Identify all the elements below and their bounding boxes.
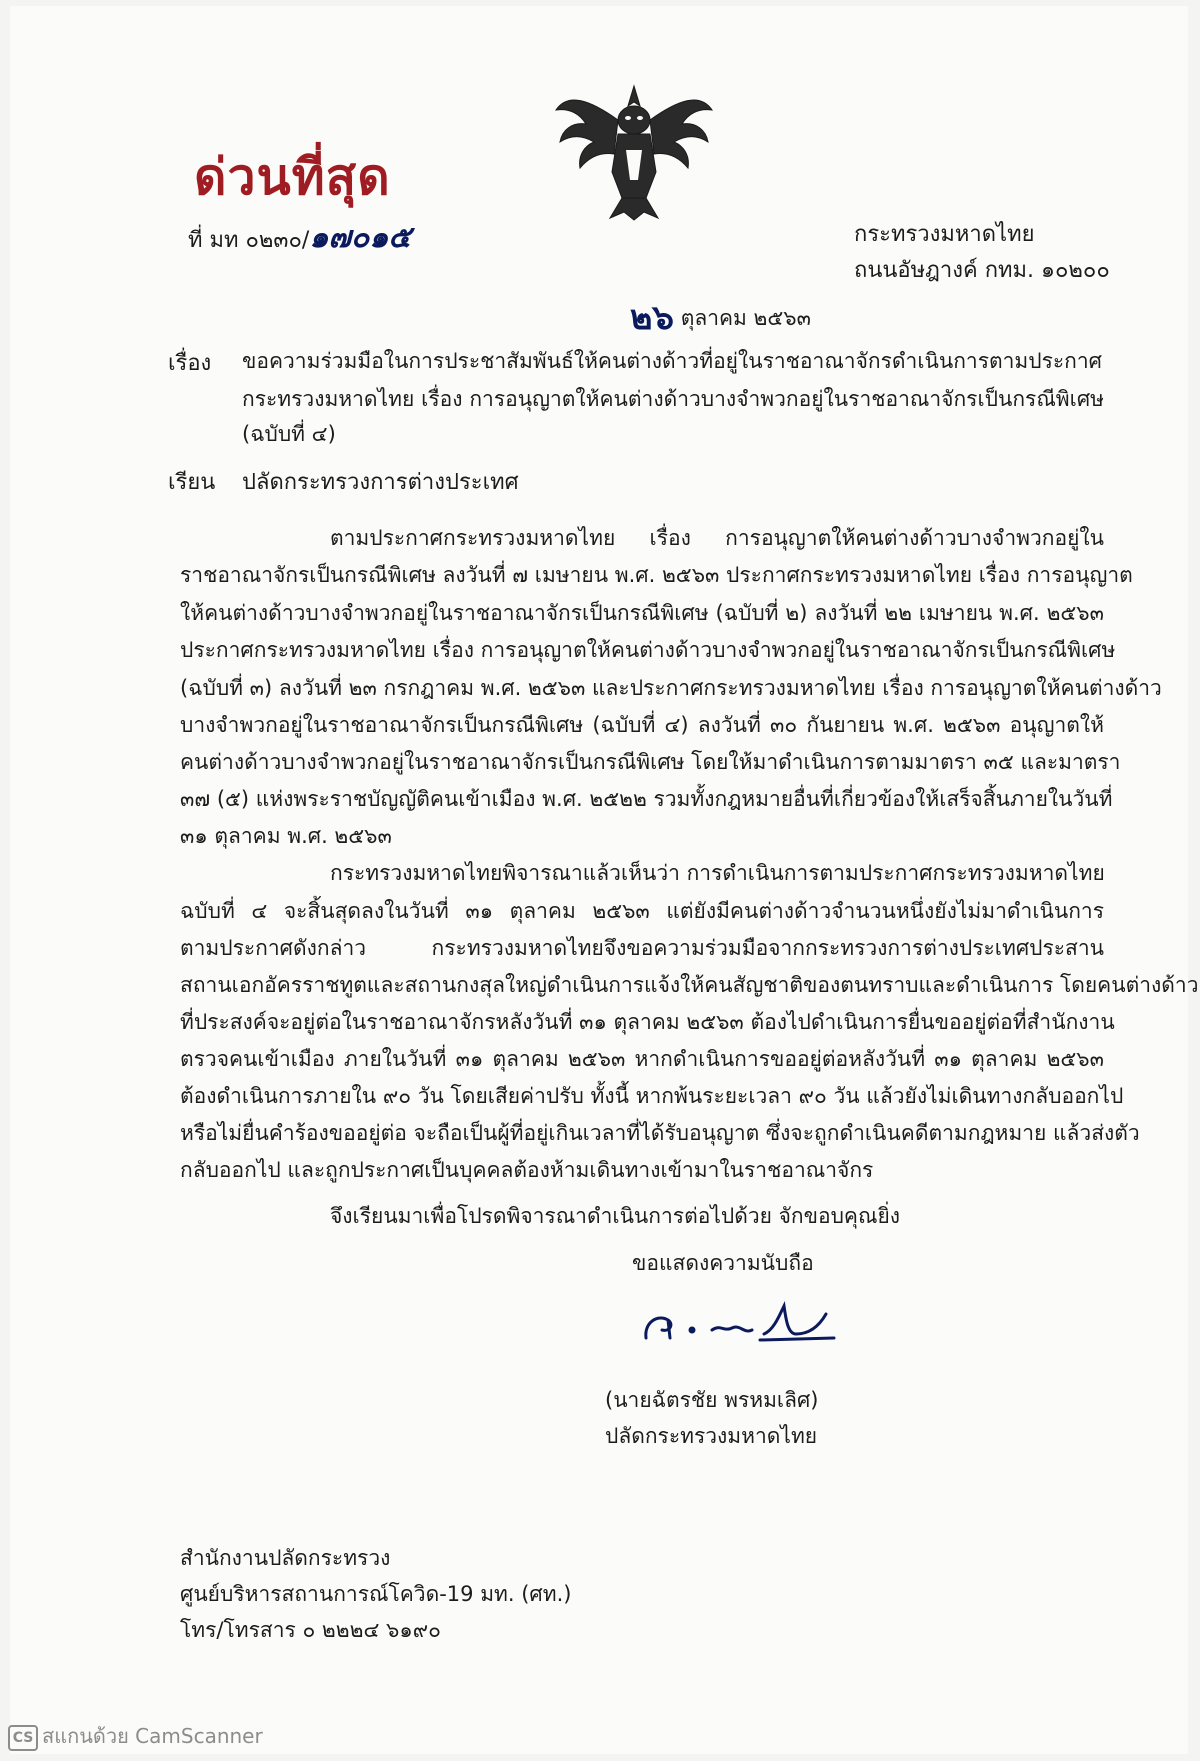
paragraph-line: กระทรวงมหาดไทยพิจารณาแล้วเห็นว่า การดำเนินการตามประกาศกระทรวงมหาดไทย xyxy=(330,861,1105,885)
paragraph-line: กลับออกไป และถูกประกาศเป็นบุคคลต้องห้ามเดินทางเข้ามาในราชอาณาจักร xyxy=(180,1158,874,1182)
date-day-handwritten: ๒๖ xyxy=(630,298,674,338)
paragraph-line: ตรวจคนเข้าเมือง ภายในวันที่ ๓๑ ตุลาคม ๒๕๖๓ หากดำเนินการขออยู่ต่อหลังวันที่ ๓๑ ตุลาคม ๒๕๖๓ xyxy=(180,1047,1104,1071)
paragraph-line: (ฉบับที่ ๓) ลงวันที่ ๒๓ กรกฎาคม พ.ศ. ๒๕๖๓ และประกาศกระทรวงมหาดไทย เรื่อง การอนุญาตให้คนต่างด้าว xyxy=(180,676,1162,700)
paragraph-line: ให้คนต่างด้าวบางจำพวกอยู่ในราชอาณาจักรเป็นกรณีพิเศษ (ฉบับที่ ๒) ลงวันที่ ๒๒ เมษายน พ.ศ. ๒๕๖๓ xyxy=(180,601,1104,625)
paragraph-line: บางจำพวกอยู่ในราชอาณาจักรเป็นกรณีพิเศษ (ฉบับที่ ๔) ลงวันที่ ๓๐ กันยายน พ.ศ. ๒๕๖๓ อนุญาตให้ xyxy=(180,713,1104,737)
paragraph-line: ๓๑ ตุลาคม พ.ศ. ๒๕๖๓ xyxy=(180,824,392,848)
signatory-name: (นายฉัตรชัย พรหมเลิศ) xyxy=(605,1388,819,1412)
signatory-position: ปลัดกระทรวงมหาดไทย xyxy=(605,1424,818,1448)
garuda-emblem-icon xyxy=(550,80,718,222)
paragraph-line: คนต่างด้าวบางจำพวกอยู่ในราชอาณาจักรเป็นกรณีพิเศษ โดยให้มาดำเนินการตามมาตรา ๓๕ และมาตรา xyxy=(180,750,1121,774)
document-number-prefix: ที่ มท ๐๒๓๐/ xyxy=(188,228,310,253)
paragraph-line: ต้องดำเนินการภายใน ๙๐ วัน โดยเสียค่าปรับ ทั้งนี้ หากพ้นระยะเวลา ๙๐ วัน แล้วยังไม่เดินทางกลับออกไป xyxy=(180,1084,1124,1108)
footer-office: สำนักงานปลัดกระทรวง xyxy=(180,1546,391,1570)
letter-date xyxy=(630,290,811,344)
recipient-label: เรียน xyxy=(168,470,216,495)
document-number-handwritten: ๑๗๐๑๕ xyxy=(309,220,411,255)
paragraph-line: ฉบับที่ ๔ จะสิ้นสุดลงในวันที่ ๓๑ ตุลาคม ๒๕๖๓ แต่ยังมีคนต่างด้าวจำนวนหนึ่งยังไม่มาดำเนินการ xyxy=(180,899,1104,923)
subject-label: เรื่อง xyxy=(168,351,212,376)
paragraph-line: หรือไม่ยื่นคำร้องขออยู่ต่อ จะถือเป็นผู้ที่อยู่เกินเวลาที่ได้รับอนุญาต ซึ่งจะถูกดำเนินคดีตามกฎหมาย แล้วส่งตัว xyxy=(180,1121,1140,1145)
paragraph-line: ราชอาณาจักรเป็นกรณีพิเศษ ลงวันที่ ๗ เมษายน พ.ศ. ๒๕๖๓ ประกาศกระทรวงมหาดไทย เรื่อง การอนุญาต xyxy=(180,563,1133,587)
closing-request: จึงเรียนมาเพื่อโปรดพิจารณาดำเนินการต่อไปด้วย จักขอบคุณยิ่ง xyxy=(330,1204,901,1228)
subject-line: ขอความร่วมมือในการประชาสัมพันธ์ให้คนต่างด้าวที่อยู่ในราชอาณาจักรดำเนินการตามประกาศ xyxy=(242,349,1102,373)
paragraph-line: ที่ประสงค์จะอยู่ต่อในราชอาณาจักรหลังวันที่ ๓๑ ตุลาคม ๒๕๖๓ ต้องไปดำเนินการยื่นขออยู่ต่อที่สำนักงาน xyxy=(180,1010,1115,1034)
ministry-address: ถนนอัษฎางค์ กทม. ๑๐๒๐๐ xyxy=(854,258,1110,283)
footer-phone: โทร/โทรสาร ๐ ๒๒๒๔ ๖๑๙๐ xyxy=(180,1618,441,1642)
subject-line: กระทรวงมหาดไทย เรื่อง การอนุญาตให้คนต่างด้าวบางจำพวกอยู่ในราชอาณาจักรเป็นกรณีพิเศษ xyxy=(242,387,1104,411)
handwritten-signature xyxy=(640,1300,840,1346)
subject-line: (ฉบับที่ ๔) xyxy=(242,422,336,446)
paragraph-line: สถานเอกอัครราชทูตและสถานกงสุลใหญ่ดำเนินการแจ้งให้คนสัญชาติของตนทราบและดำเนินการ โดยคนต่างด้าว xyxy=(180,973,1199,997)
ministry-name: กระทรวงมหาดไทย xyxy=(854,222,1035,247)
paragraph-line: ตามประกาศกระทรวงมหาดไทย เรื่อง การอนุญาตให้คนต่างด้าวบางจำพวกอยู่ใน xyxy=(330,526,1104,550)
salutation: ขอแสดงความนับถือ xyxy=(632,1251,814,1275)
camscanner-text: สแกนด้วย CamScanner xyxy=(42,1724,263,1748)
date-month-year: ตุลาคม ๒๕๖๓ xyxy=(680,306,811,330)
recipient-value: ปลัดกระทรวงการต่างประเทศ xyxy=(242,470,519,495)
paragraph-line: ๓๗ (๕) แห่งพระราชบัญญัติคนเข้าเมือง พ.ศ. ๒๕๒๒ รวมทั้งกฎหมายอื่นที่เกี่ยวข้องให้เสร็จสิ้นภายในวันที่ xyxy=(180,787,1113,811)
paragraph-line: ประกาศกระทรวงมหาดไทย เรื่อง การอนุญาตให้คนต่างด้าวบางจำพวกอยู่ในราชอาณาจักรเป็นกรณีพิเศษ xyxy=(180,638,1116,662)
document-number xyxy=(188,214,411,261)
paragraph-line: ตามประกาศดังกล่าว กระทรวงมหาดไทยจึงขอความร่วมมือจากกระทรวงการต่างประเทศประสาน xyxy=(180,936,1104,960)
camscanner-watermark xyxy=(8,1720,263,1752)
urgency-heading: ด่วนที่สุด xyxy=(194,148,391,206)
footer-center: ศูนย์บริหารสถานการณ์โควิด-19 มท. (ศท.) xyxy=(180,1582,572,1606)
camscanner-logo-icon: CS xyxy=(8,1725,38,1751)
